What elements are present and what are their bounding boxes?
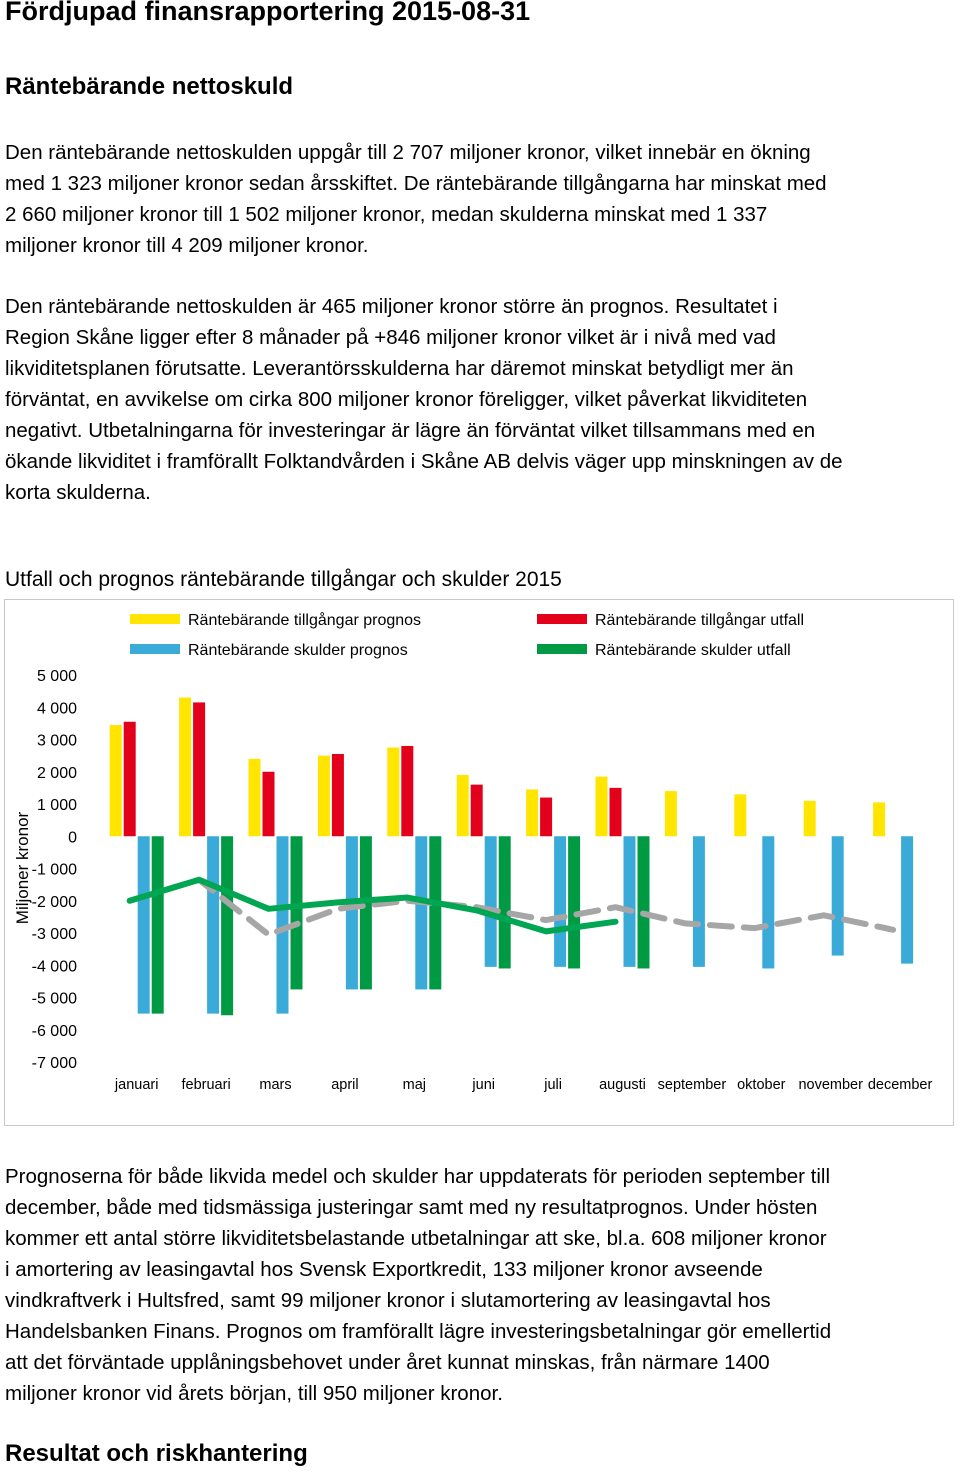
legend-swatch-2 [537,614,587,624]
bar-4-maj [429,836,441,989]
legend-swatch-1 [130,614,180,624]
y-tick-label: 2 000 [36,764,77,782]
text-line: miljoner kronor vid årets början, till 950 miljoner kronor. [5,1382,503,1405]
text-line: negativt. Utbetalningarna för investeringar är lägre än förväntat vilket tillsammans med en [5,419,816,442]
bar-1-augusti [596,777,608,837]
y-tick-label: 3 000 [36,732,77,750]
x-tick-label: februari [181,1077,231,1093]
legend-label-2: Räntebärande tillgångar utfall [595,612,805,629]
text-line: att det förväntade upplåningsbehovet under året kunnat minskas, från närmare 1400 [5,1351,770,1374]
x-tick-label: maj [402,1077,426,1093]
y-axis-title: Miljoner kronor [13,811,32,925]
bar-4-juni [499,836,511,968]
bar-4-augusti [638,836,650,968]
text-line: vindkraftverk i Hultsfred, samt 99 miljoner kronor i slutamortering av leasingavtal hos [5,1289,771,1312]
bar-1-oktober [734,794,746,836]
bar-2-mars [263,772,275,837]
bar-1-januari [110,725,122,836]
bar-1-juli [526,789,538,836]
x-tick-label: september [657,1077,727,1093]
bar-3-april [346,836,358,989]
y-tick-label: -2 000 [31,893,77,911]
bar-1-april [318,756,330,837]
legend-swatch-3 [130,644,180,654]
text-line: med 1 323 miljoner kronor sedan årsskiftet. De räntebärande tillgångarna har minskat med [5,172,827,195]
bar-3-juni [485,836,497,967]
bar-2-augusti [610,788,622,836]
bar-2-februari [193,702,205,836]
chart-title: Utfall och prognos räntebärande tillgångar och skulder 2015 [5,568,562,591]
y-tick-label: 1 000 [36,797,77,814]
bar-3-augusti [624,836,636,967]
text-line: miljoner kronor till 4 209 miljoner kronor. [5,234,369,257]
bar-3-november [832,836,844,955]
text-line: Handelsbanken Finans. Prognos om framförallt lägre investeringsbetalningar gör emellertid [5,1320,832,1343]
bar-1-juni [457,775,469,836]
bar-3-september [693,836,705,967]
x-tick-label: november [798,1077,863,1093]
bar-1-mars [249,759,261,836]
bar-3-december [901,836,913,963]
text-line: förväntat, en avvikelse om cirka 800 miljoner kronor föreligger, vilket påverkat likviditeten [5,388,808,411]
bar-4-juli [568,836,580,968]
text-line: Den räntebärande nettoskulden är 465 miljoner kronor större än prognos. Resultatet i [5,295,778,318]
text-line: Region Skåne ligger efter 8 månader på +846 miljoner kronor vilket är i nivå med vad [5,326,776,349]
x-tick-label: april [331,1077,359,1093]
paragraph-prognoser [5,1161,950,1409]
bar-3-maj [415,836,427,989]
bar-1-september [665,791,677,836]
legend-label-3: Räntebärande skulder prognos [188,642,408,659]
x-tick-label: augusti [599,1077,646,1093]
y-tick-label: -7 000 [31,1055,77,1072]
bar-2-juni [471,785,483,837]
y-tick-label: -4 000 [31,958,77,976]
bar-1-november [804,801,816,836]
bar-4-mars [291,836,303,989]
text-line: Den räntebärande nettoskulden uppgår till 2 707 miljoner kronor, vilket innebär en ökning [5,141,811,164]
line-nettoskuld-prognos [130,880,893,935]
y-tick-label: -3 000 [31,926,77,943]
x-tick-label: juni [472,1077,495,1093]
bar-2-januari [124,722,136,836]
y-tick-label: -1 000 [31,861,77,879]
y-tick-label: 0 [68,829,77,847]
bar-4-april [360,836,372,989]
x-tick-label: mars [259,1077,292,1093]
x-tick-label: oktober [737,1077,786,1093]
y-tick-label: -6 000 [31,1022,77,1040]
x-tick-label: juli [544,1077,562,1093]
text-line: 2 660 miljoner kronor till 1 502 miljoner kronor, medan skulderna minskat med 1 337 [5,203,768,226]
x-tick-label: december [867,1077,933,1093]
text-line: kommer ett antal större likviditetsbelastande utbetalningar att ske, bl.a. 608 miljoner kronor [5,1227,827,1250]
bar-2-maj [401,746,413,836]
bar-3-januari [138,836,150,1013]
text-line: korta skulderna. [5,481,151,504]
y-tick-label: 5 000 [36,668,77,685]
bar-3-oktober [762,836,774,968]
y-tick-label: 4 000 [36,700,77,718]
bar-1-februari [179,698,191,837]
text-line: i amortering av leasingavtal hos Svensk Exportkredit, 133 miljoner kronor avseende [5,1258,763,1281]
page-title: Fördjupad finansrapportering 2015-08-31 [5,0,531,26]
bar-4-januari [152,836,164,1013]
legend-label-1: Räntebärande tillgångar prognos [188,612,422,629]
text-line: december, både med tidsmässiga justeringar samt med ny resultatprognos. Under hösten [5,1196,818,1219]
legend-label-4: Räntebärande skulder utfall [595,642,791,659]
y-tick-label: -5 000 [31,990,77,1008]
text-line: likviditetsplanen förutsatte. Leverantörsskulderna har däremot minskat betydligt mer än [5,357,794,380]
bar-1-maj [387,748,399,837]
legend-swatch-4 [537,644,587,654]
bar-1-december [873,802,885,836]
bar-2-juli [540,798,552,837]
bar-4-februari [221,836,233,1015]
x-tick-label: januari [114,1077,159,1093]
bar-3-juli [554,836,566,967]
section-heading-resultat: Resultat och riskhantering [5,1440,308,1467]
text-line: ökande likviditet i framförallt Folktandvården i Skåne AB delvis väger upp minskningen av de [5,450,843,473]
bar-2-april [332,754,344,836]
section-heading-nettoskuld: Räntebärande nettoskuld [5,73,294,100]
text-line: Prognoserna för både likvida medel och skulder har uppdaterats för perioden september till [5,1165,831,1188]
bar-3-februari [207,836,219,1013]
